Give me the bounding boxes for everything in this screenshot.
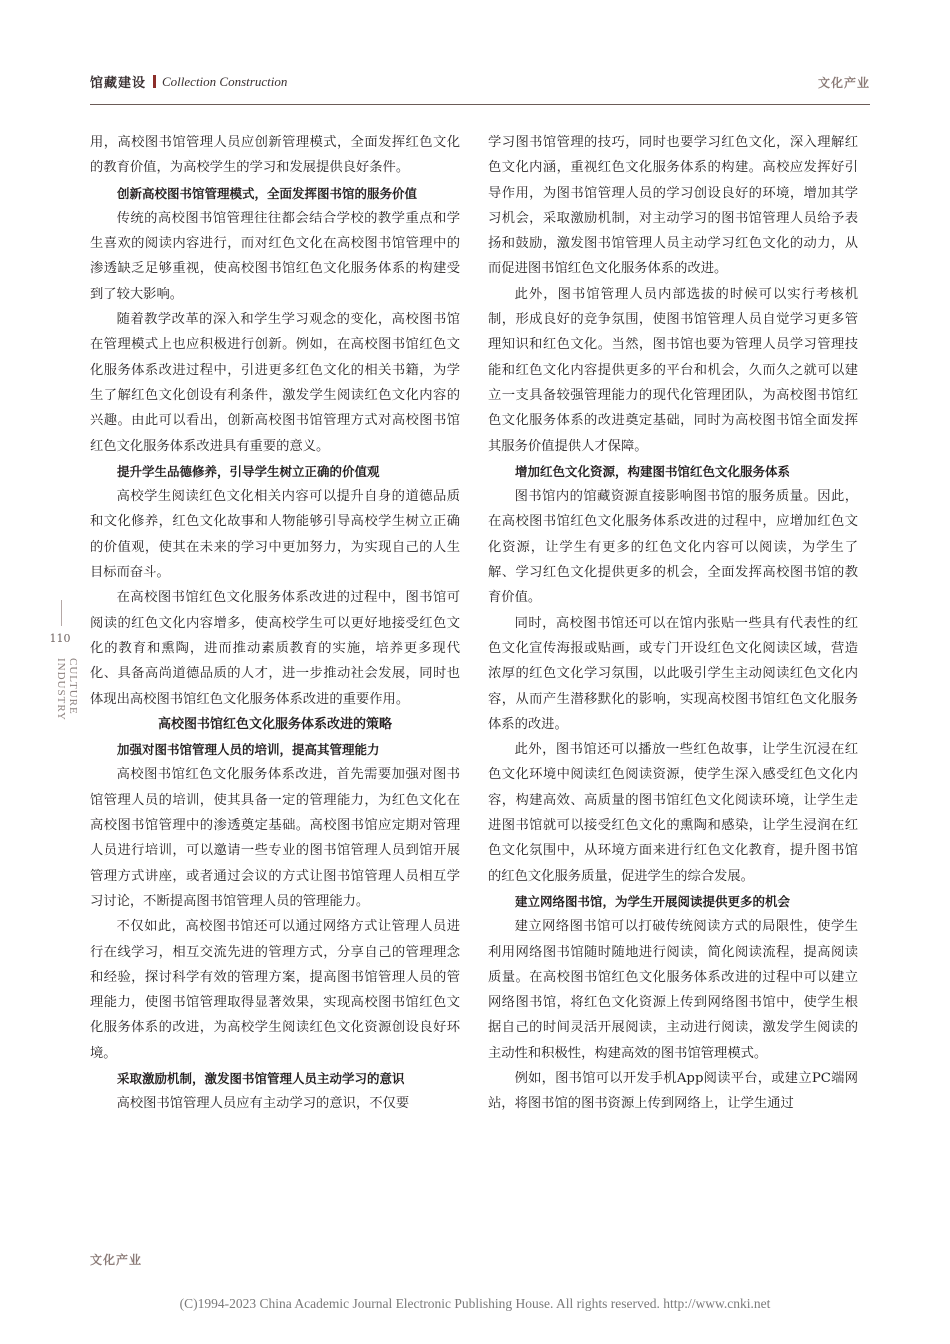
subsection-heading: 提升学生品德修养，引导学生树立正确的价值观 — [117, 463, 380, 479]
section-label — [90, 72, 287, 91]
body-paragraph: 传统的高校图书馆管理往往都会结合学校的教学重点和学生喜欢的阅读内容进行，而对红色文化在高校图书馆管理中的渗透缺乏足够重视，使高校图书馆红色文化服务体系的构建受到了较大影响。 — [90, 210, 460, 302]
body-paragraph: 高校图书馆管理人员应有主动学习的意识，不仅要 — [116, 1096, 410, 1112]
subsection-heading: 创新高校图书馆管理模式，全面发挥图书馆的服务价值 — [117, 185, 418, 201]
left-column — [90, 130, 460, 1117]
vertical-journal-title: CULTURE INDUSTRY — [55, 658, 79, 722]
body-paragraph: 此外，图书馆管理人员内部选拔的时候可以实行考核机制，形成良好的竞争氛围，使图书馆管理人员自觉学习更多管理知识和红色文化。当然，图书馆也要为管理人员学习管理技能和红色文化内容提供更多的平台和机会，久而久之就可以建立一支具备较强管理能力的现代化管理团队，为高校图书馆红色文化服务体系的改进奠定基础，同时为高校图书馆全面发挥其服务价值提供人才保障。 — [488, 286, 858, 454]
body-paragraph: 此外，图书馆还可以播放一些红色故事，让学生沉浸在红色文化环境中阅读红色阅读资源，使学生深入感受红色文化内容，构建高效、高质量的图书馆红色文化阅读环境，让学生走进图书馆就可以接受红色文化的熏陶和感染，让学生浸润在红色文化氛围中，从环境方面来进行红色文化教育，提升图书馆的红色文化服务质量，促进学生的综合发展。 — [488, 742, 858, 884]
page-number: 110 — [49, 632, 71, 645]
subsection-heading: 建立网络图书馆，为学生开展阅读提供更多的机会 — [515, 893, 791, 909]
journal-name: 文化产业 — [817, 76, 870, 90]
body-paragraph: 图书馆内的馆藏资源直接影响图书馆的服务质量。因此，在高校图书馆红色文化服务体系改进的过程中，应增加红色文化资源，让学生有更多的红色文化内容可以阅读，为学生了解、学习红色文化提供更多的机会，全面发挥高校图书馆的教育价值。 — [488, 489, 858, 606]
subsection-heading: 采取激励机制，激发图书馆管理人员主动学习的意识 — [117, 1070, 405, 1086]
body-paragraph: 不仅如此，高校图书馆还可以通过网络方式让管理人员进行在线学习，相互交流先进的管理方式，分享自己的管理理念和经验，探讨科学有效的管理方案，提高图书馆管理人员的管理能力，使图书馆管理取得显著效果，实现高校图书馆红色文化服务体系的改进，为高校学生阅读红色文化资源创设良好环境。 — [90, 919, 460, 1061]
section-title-cn: 馆藏建设 — [90, 76, 147, 91]
body-paragraph: 同时，高校图书馆还可以在馆内张贴一些具有代表性的红色文化宣传海报或贴画，或专门开设红色文化阅读区域，营造浓厚的红色文化学习氛围，以此吸引学生主动阅读红色文化内容，从而产生潜移默化的影响，实现高校图书馆红色文化服务体系的改进。 — [488, 615, 858, 732]
continued-paragraph: 用，高校图书馆管理人员应创新管理模式，全面发挥红色文化的教育价值，为高校学生的学习和发展提供良好条件。 — [90, 135, 460, 176]
body-paragraph: 在高校图书馆红色文化服务体系改进的过程中，图书馆可阅读的红色文化内容增多，使高校学生可以更好地接受红色文化的教育和熏陶，进而推动素质教育的实施，培养更多现代化、具备高尚道德品质的人才，进一步推动社会发展，同时也体现出高校图书馆红色文化服务体系改进的重要作用。 — [90, 590, 460, 707]
right-column — [488, 130, 858, 1117]
continued-paragraph: 学习图书馆管理的技巧，同时也要学习红色文化，深入理解红色文化内涵，重视红色文化服务体系的构建。高校应发挥好引导作用，为图书馆管理人员的学习创设良好的环境，增加其学习机会，采取激励机制，对主动学习的图书馆管理人员给予表扬和鼓励，激发图书馆管理人员主动学习红色文化的动力，从而促进图书馆红色文化服务体系的改进。 — [488, 135, 858, 277]
section-title-en: Collection Construction — [162, 73, 288, 89]
body-paragraph: 高校学生阅读红色文化相关内容可以提升自身的道德品质和文化修养，红色文化故事和人物能够引导高校学生树立正确的价值观，使其在未来的学习中更加努力，为实现自己的人生目标而奋斗。 — [90, 489, 460, 581]
copyright-line: (C)1994-2023 China Academic Journal Electronic Publishing House. All rights reserved. http://www.cnki.net — [179, 1296, 771, 1311]
header-rule — [90, 104, 870, 105]
section-heading: 高校图书馆红色文化服务体系改进的策略 — [157, 716, 392, 732]
side-rule — [61, 600, 62, 626]
body-paragraph: 随着教学改革的深入和学生学习观念的变化，高校图书馆在管理模式上也应积极进行创新。例如，在高校图书馆红色文化服务体系改进过程中，引进更多红色文化的相关书籍，为学生了解红色文化创设有利条件，激发学生阅读红色文化内容的兴趣。由此可以看出，创新高校图书馆管理方式对高校图书馆红色文化服务体系改进具有重要的意义。 — [90, 312, 460, 454]
subsection-heading: 加强对图书馆管理人员的培训，提高其管理能力 — [117, 742, 380, 758]
body-paragraph: 建立网络图书馆可以打破传统阅读方式的局限性，使学生利用网络图书馆随时随地进行阅读，简化阅读流程，提高阅读质量。在高校图书馆红色文化服务体系改进的过程中可以建立网络图书馆，将红色文化资源上传到网络图书馆中，使学生根据自己的时间灵活开展阅读，主动进行阅读，激发学生阅读的主动性和积极性，构建高效的图书馆管理模式。 — [488, 919, 858, 1061]
body-paragraph: 例如，图书馆可以开发手机App阅读平台，或建立PC端网站，将图书馆的图书资源上传到网络上，让学生通过 — [488, 1070, 858, 1112]
page-header — [90, 72, 870, 98]
footer-journal: 文化产业 — [90, 1253, 143, 1267]
header-divider-bar — [153, 75, 156, 88]
subsection-heading: 增加红色文化资源，构建图书馆红色文化服务体系 — [515, 463, 791, 479]
body-paragraph: 高校图书馆红色文化服务体系改进，首先需要加强对图书馆管理人员的培训，使其具备一定的管理能力，为红色文化在高校图书馆管理中的渗透奠定基础。高校图书馆应定期对管理人员进行培训，可以邀请一些专业的图书馆管理人员到馆开展管理方式讲座，或者通过会议的方式让图书馆管理人员相互学习讨论，不断提高图书馆管理人员的管理能力。 — [90, 767, 460, 909]
